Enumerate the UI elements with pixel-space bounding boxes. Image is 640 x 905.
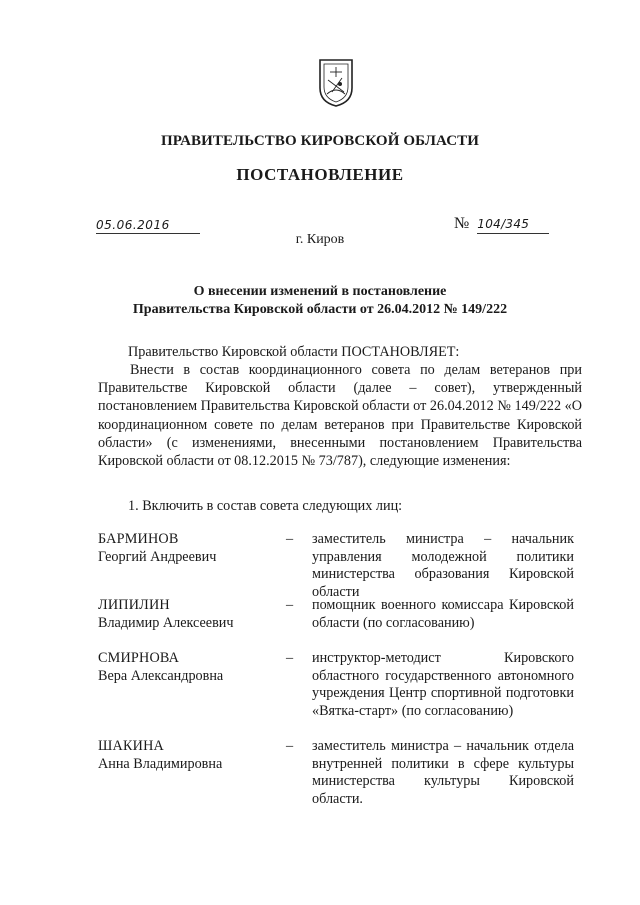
organization-title: ПРАВИТЕЛЬСТВО КИРОВСКОЙ ОБЛАСТИ bbox=[161, 133, 479, 149]
member-position: инструктор-методист Кировского областного государственного автономного учреждения Центр спортивной подготовки «Вятка-старт» (по согласованию) bbox=[312, 650, 574, 719]
member-entry bbox=[98, 738, 588, 810]
subject-line-1: О внесении изменений в постановление bbox=[193, 284, 447, 299]
member-position: помощник военного комиссара Кировской области (по согласованию) bbox=[312, 597, 574, 631]
city-name: г. Киров bbox=[295, 232, 345, 247]
member-dash: – bbox=[286, 597, 294, 613]
member-dash: – bbox=[286, 531, 294, 547]
member-dash: – bbox=[286, 738, 294, 754]
coat-of-arms-icon bbox=[318, 58, 354, 108]
member-surname: СМИРНОВА bbox=[98, 650, 180, 666]
member-given-name: Вера Александровна bbox=[98, 668, 224, 684]
document-subject bbox=[90, 283, 550, 319]
member-entry bbox=[98, 597, 588, 633]
member-surname: ШАКИНА bbox=[98, 738, 164, 754]
member-surname: ЛИПИЛИН bbox=[98, 597, 170, 613]
number-value: 104/345 bbox=[477, 215, 549, 234]
member-position: заместитель министра – начальник отдела внутренней политики в сфере культуры министерства культуры Кировской области. bbox=[312, 738, 574, 807]
document-number bbox=[454, 215, 549, 233]
subject-line-2: Правительства Кировской области от 26.04.2012 № 149/222 bbox=[132, 302, 508, 317]
document-date: 05.06.2016 bbox=[96, 217, 200, 234]
member-dash: – bbox=[286, 650, 294, 666]
document-type-title: ПОСТАНОВЛЕНИЕ bbox=[236, 165, 404, 184]
member-given-name: Анна Владимировна bbox=[98, 756, 223, 772]
item-1-text: 1. Включить в состав совета следующих лиц: bbox=[128, 498, 403, 514]
member-surname: БАРМИНОВ bbox=[98, 531, 179, 547]
member-entry bbox=[98, 650, 588, 722]
member-position: заместитель министра – начальник управления молодежной политики министерства образования Кировской области bbox=[312, 531, 574, 600]
body-paragraph: Внести в состав координационного совета по делам ветеранов при Правительстве Кировской области (далее – совет), утвержденный постановлением Правительства Кировской области от 26.04.2012 № 149/222 «О координационном совете по делам ветеранов при Правительстве Кировской области» (с изменениями, внесенными постановлением Правительства Кировской области от 08.12.2015 № 73/787), следующие изменения: bbox=[98, 362, 582, 470]
member-entry bbox=[98, 531, 588, 600]
member-given-name: Георгий Андреевич bbox=[98, 549, 217, 565]
number-sign: № bbox=[454, 215, 470, 232]
intro-text: Правительство Кировской области ПОСТАНОВЛЯЕТ: bbox=[128, 344, 460, 360]
member-given-name: Владимир Алексеевич bbox=[98, 615, 234, 631]
